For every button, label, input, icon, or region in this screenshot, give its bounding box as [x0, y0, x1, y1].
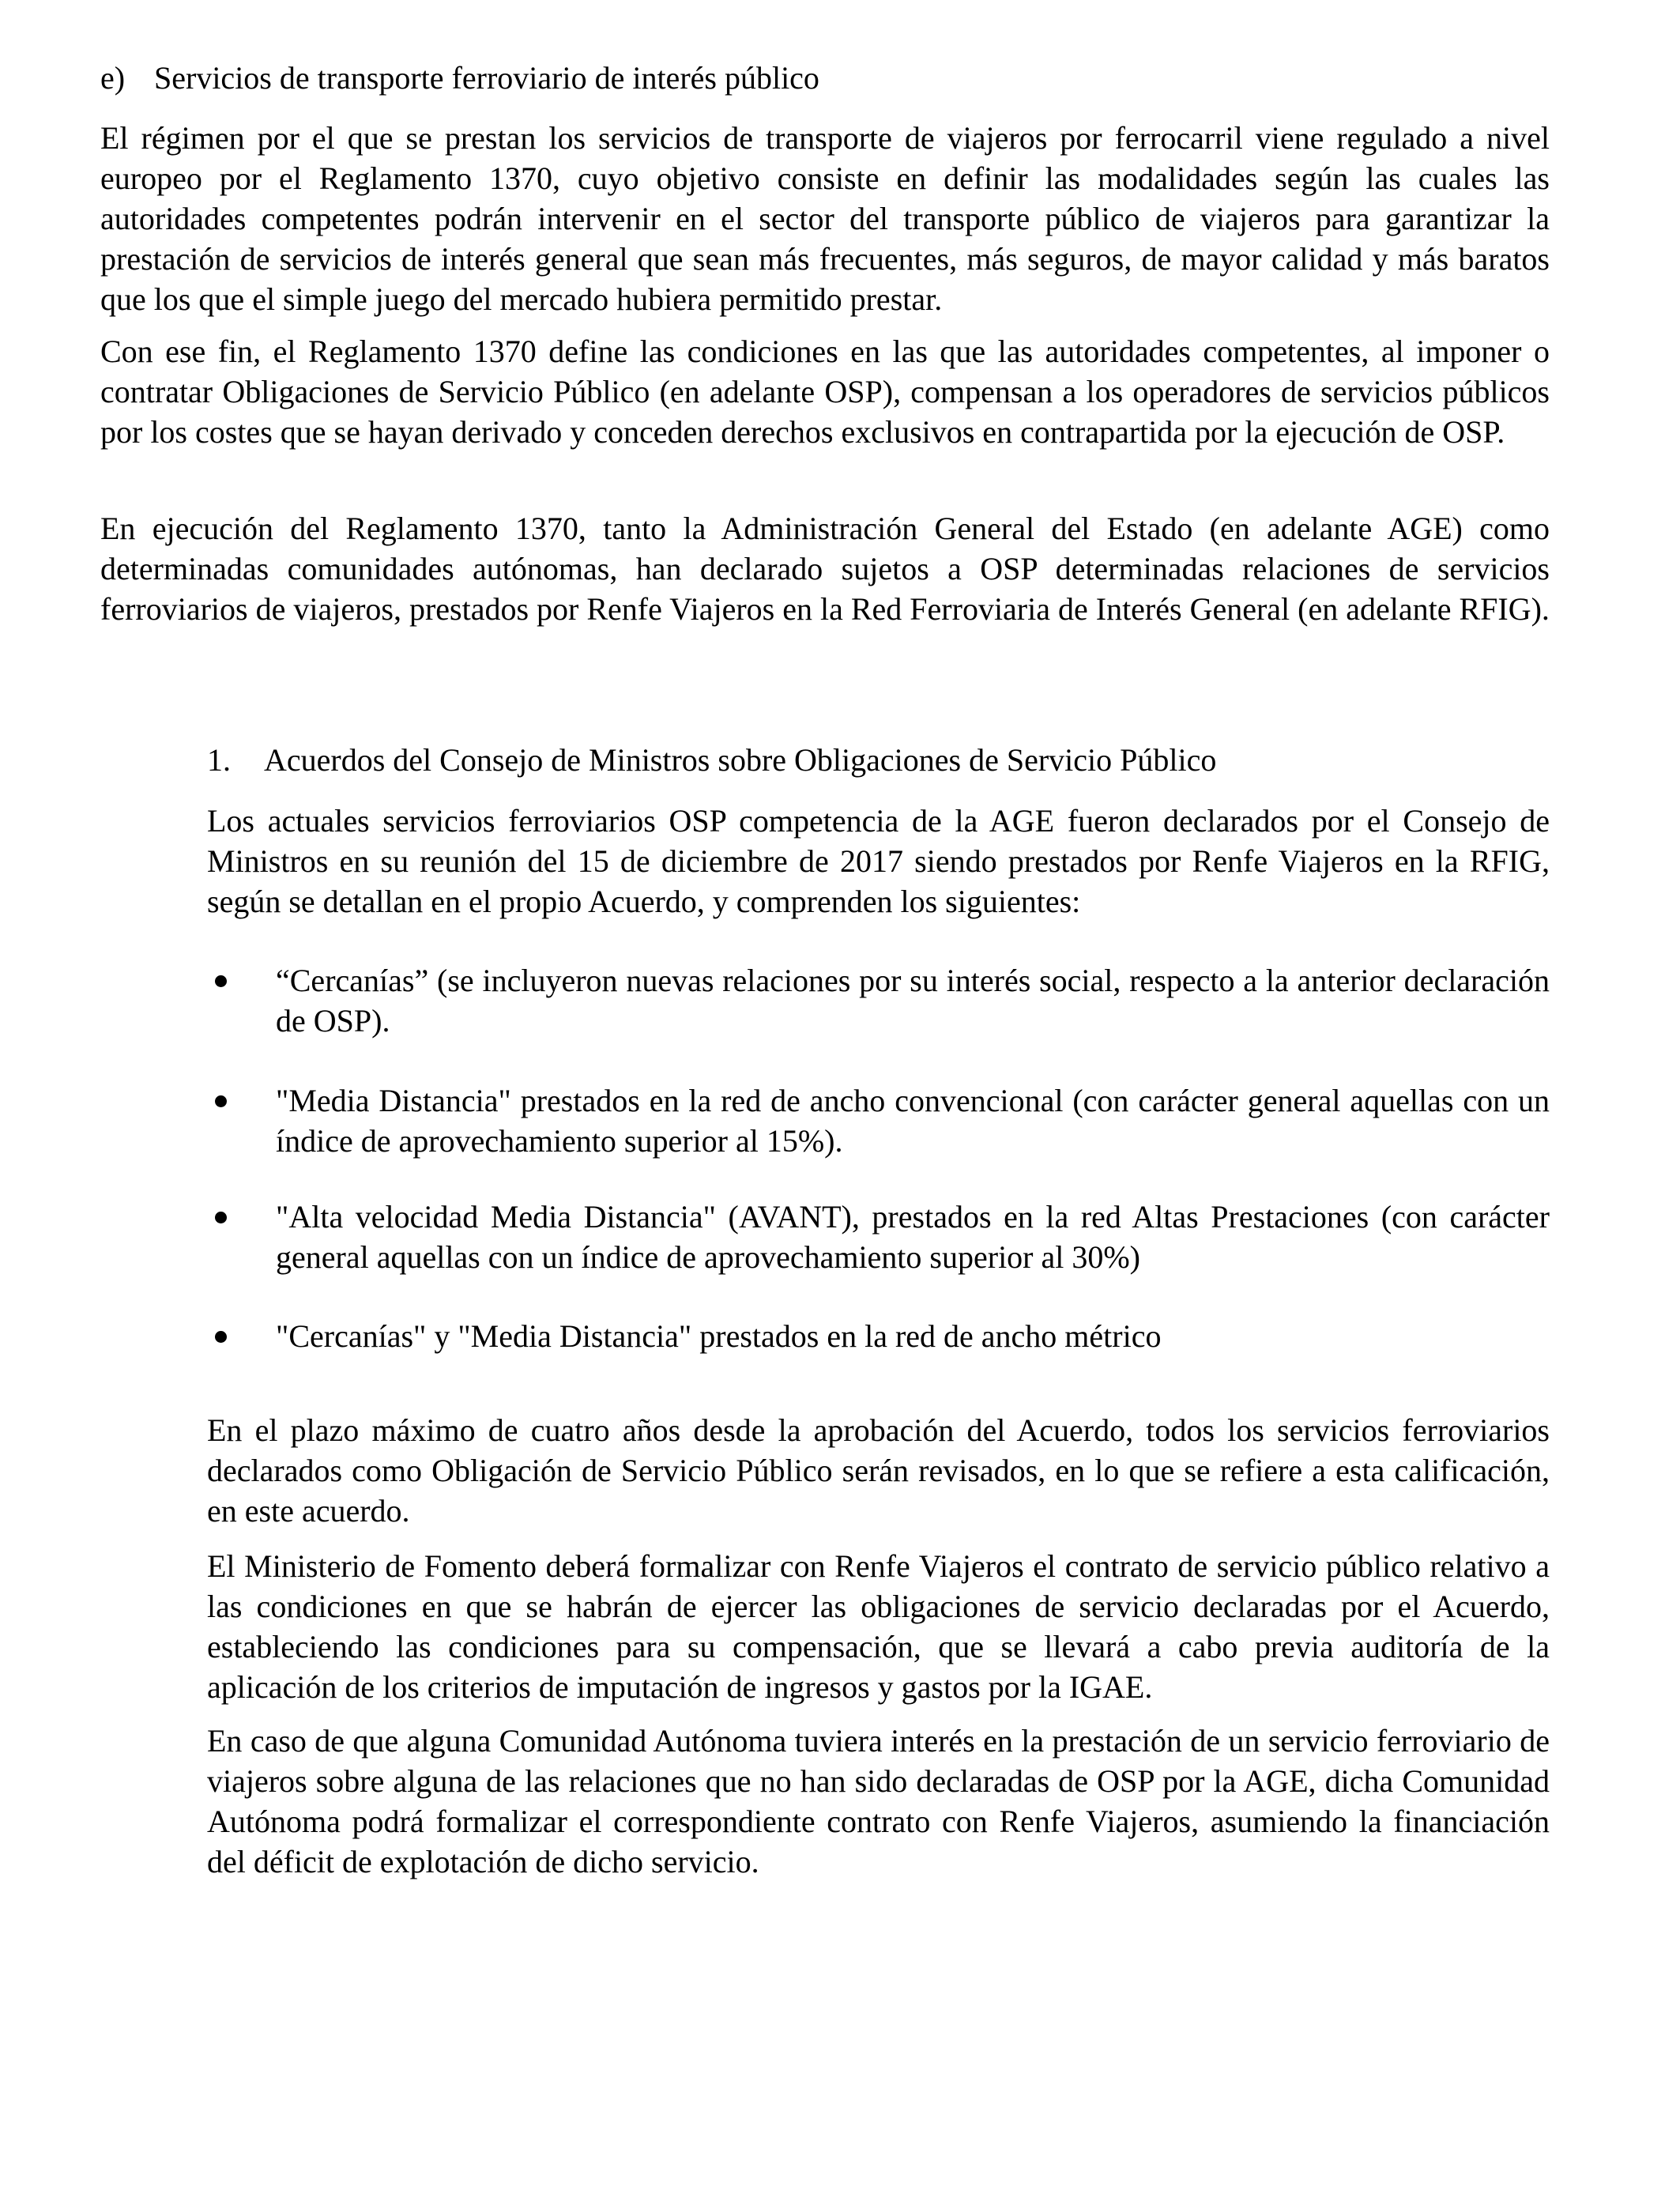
closing-paragraph-2: El Ministerio de Fomento deberá formalizar con Renfe Viajeros el contrato de servicio público relativo a las condiciones en que se habrán de ejercer las obligaciones de servicio declaradas por el Acuerdo, estableciendo las condiciones para su compensación, que se llevará a cabo previa auditoría de la aplicación de los criterios de imputación de ingresos y gastos por la IGAE.	[207, 1548, 1550, 1705]
list-item-text: "Cercanías" y "Media Distancia" prestados en la red de ancho métrico	[276, 1318, 1162, 1354]
subsection-number: 1.	[207, 742, 231, 778]
intro-paragraph-2: Con ese fin, el Reglamento 1370 define las condiciones en las que las autoridades competentes, al imponer o contratar Obligaciones de Servicio Público (en adelante OSP), compensan a los operadores de servicios públicos por los costes que se hayan derivado y conceden derechos exclusivos en contrapartida por la ejecución de OSP.	[100, 334, 1550, 450]
closing-paragraph-3: En caso de que alguna Comunidad Autónoma tuviera interés en la prestación de un servicio ferroviario de viajeros sobre alguna de las relaciones que no han sido declaradas de OSP por la AGE, dicha Comunidad Autónoma podrá formalizar el correspondiente contrato con Renfe Viajeros, asumiendo la financiación del déficit de explotación de dicho servicio.	[207, 1723, 1550, 1879]
bullet-icon	[215, 1331, 227, 1343]
list-item-text: "Alta velocidad Media Distancia" (AVANT), prestados en la red Altas Prestaciones (con carácter general aquellas con un índice de aprovechamiento superior al 30%)	[276, 1199, 1550, 1275]
intro-paragraph-1: El régimen por el que se prestan los servicios de transporte de viajeros por ferrocarril viene regulado a nivel europeo por el Reglamento 1370, cuyo objetivo consiste en definir las modalidades según las cuales las autoridades competentes podrán intervenir en el sector del transporte público de viajeros para garantizar la prestación de servicios de interés general que sean más frecuentes, más seguros, de mayor calidad y más baratos que los que el simple juego del mercado hubiera permitido prestar.	[100, 120, 1550, 317]
bullet-icon	[215, 1095, 227, 1107]
intro-paragraph-3: En ejecución del Reglamento 1370, tanto la Administración General del Estado (en adelante AGE) como determinadas comunidades autónomas, han declarado sujetos a OSP determinadas relaciones de servicios ferroviarios de viajeros, prestados por Renfe Viajeros en la Red Ferroviaria de Interés General (en adelante RFIG).	[100, 511, 1550, 627]
section-heading	[100, 58, 1550, 98]
bullet-icon	[215, 975, 227, 987]
list-item-text: "Media Distancia" prestados en la red de ancho convencional (con carácter general aquellas con un índice de aprovechamiento superior al 15%).	[276, 1083, 1550, 1159]
bullet-icon	[215, 1212, 227, 1223]
section-title: Servicios de transporte ferroviario de interés público	[154, 60, 819, 96]
closing-paragraph-1: En el plazo máximo de cuatro años desde la aprobación del Acuerdo, todos los servicios ferroviarios declarados como Obligación de Servicio Público serán revisados, en lo que se refiere a esta calificación, en este acuerdo.	[207, 1412, 1550, 1529]
section-marker: e)	[100, 60, 126, 96]
subsection-heading	[207, 740, 1550, 780]
list-item-text: “Cercanías” (se incluyeron nuevas relaciones por su interés social, respecto a la anterior declaración de OSP).	[276, 963, 1550, 1039]
subsection-lead-paragraph: Los actuales servicios ferroviarios OSP competencia de la AGE fueron declarados por el Consejo de Ministros en su reunión del 15 de diciembre de 2017 siendo prestados por Renfe Viajeros en la RFIG, según se detallan en el propio Acuerdo, y comprenden los siguientes:	[207, 803, 1550, 919]
subsection-title: Acuerdos del Consejo de Ministros sobre Obligaciones de Servicio Público	[264, 742, 1217, 778]
